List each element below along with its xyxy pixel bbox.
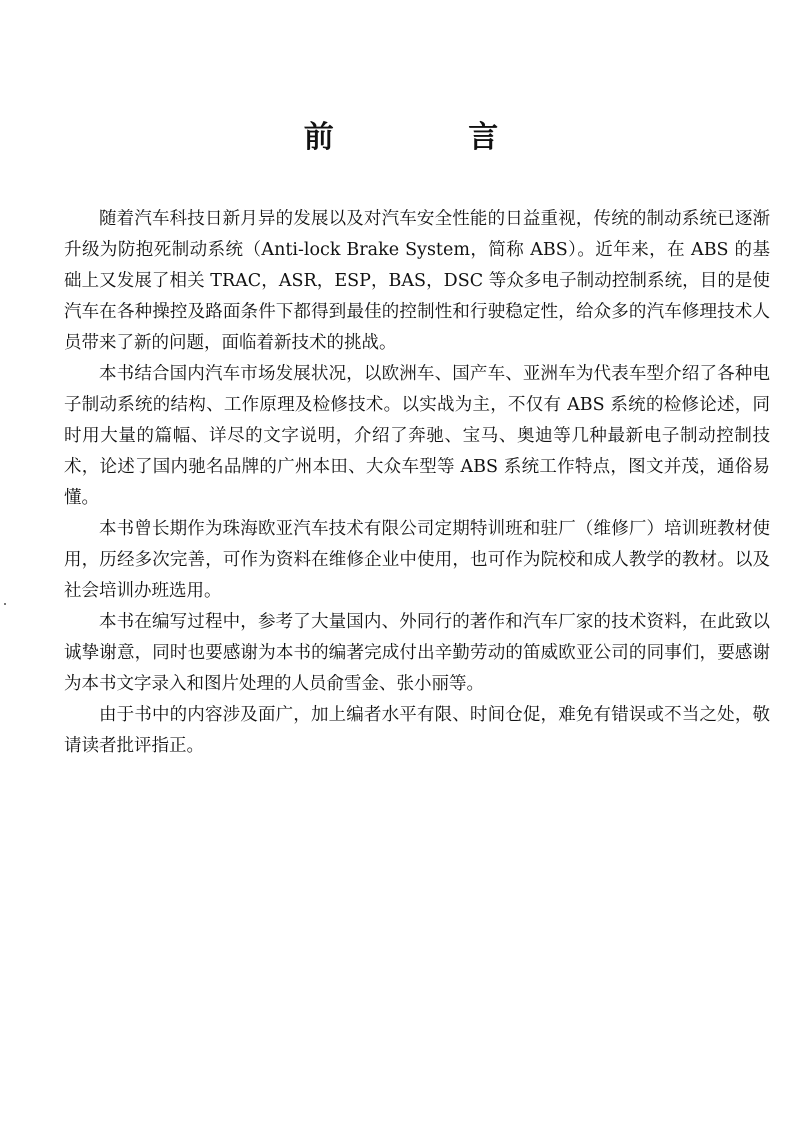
paragraph-2: 本书结合国内汽车市场发展状况，以欧洲车、国产车、亚洲车为代表车型介绍了各种电子制动系统的结构、工作原理及检修技术。以实战为主，不仅有 ABS 系统的检修论述，同时用大量的篇幅、详尽的文字说明，介绍了奔驰、宝马、奥迪等几种最新电子制动控制技术，论述了国内驰名品牌的广州本田、大众车型等 ABS 系统工作特点，图文并茂，通俗易懂。	[64, 364, 770, 508]
page-title: 前 言	[303, 120, 561, 155]
preface-body	[64, 204, 770, 762]
paragraph-4: 本书在编写过程中，参考了大量国内、外同行的著作和汽车厂家的技术资料，在此致以诚挚谢意，同时也要感谢为本书的编著完成付出辛勤劳动的笛威欧亚公司的同事们，要感谢为本书文字录入和图片处理的人员俞雪金、张小丽等。	[64, 612, 770, 694]
paragraph-3: 本书曾长期作为珠海欧亚汽车技术有限公司定期特训班和驻厂（维修厂）培训班教材使用，历经多次完善，可作为资料在维修企业中使用，也可作为院校和成人教学的教材。以及社会培训办班选用。	[64, 519, 770, 601]
paragraph-1: 随着汽车科技日新月异的发展以及对汽车安全性能的日益重视，传统的制动系统已逐渐升级为防抱死制动系统（Anti-lock Brake System，简称 ABS）。近年来，在 ABS 的基础上又发展了相关 TRAC，ASR，ESP，BAS，DSC 等众多电子制动控制系统，目的是使汽车在各种操控及路面条件下都得到最佳的控制性和行驶稳定性，给众多的汽车修理技术人员带来了新的问题，面临着新技术的挑战。	[64, 209, 770, 353]
paragraph-5: 由于书中的内容涉及面广，加上编者水平有限、时间仓促，难免有错误或不当之处，敬请读者批评指正。	[64, 705, 770, 756]
scan-artifact-dot	[4, 603, 6, 605]
